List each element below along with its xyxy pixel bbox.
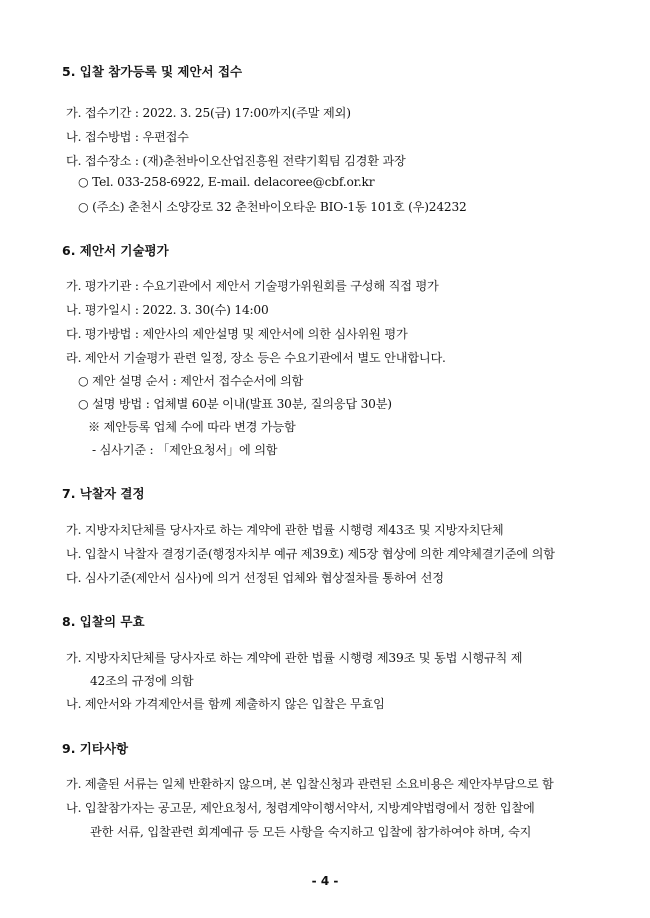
section-5-line-5: ○ (주소) 춘천시 소양강로 32 춘천바이오타운 BIO-1동 101호 (우)24232 bbox=[78, 200, 467, 214]
section-5-line-1: 가. 접수기간 : 2022. 3. 25(금) 17:00까지(주말 제외) bbox=[66, 106, 351, 120]
section-6-line-8: - 심사기준 : 「제안요청서」에 의함 bbox=[92, 443, 278, 457]
section-6-line-4: 라. 제안서 기술평가 관련 일정, 장소 등은 수요기관에서 별도 안내합니다. bbox=[66, 351, 446, 365]
section-heading-6: 6. 제안서 기술평가 bbox=[62, 243, 169, 258]
section-6-line-3: 다. 평가방법 : 제안사의 제안설명 및 제안서에 의한 심사위원 평가 bbox=[66, 327, 408, 341]
section-6-line-5: ○ 제안 설명 순서 : 제안서 접수순서에 의함 bbox=[78, 374, 304, 388]
section-7-line-3: 다. 심사기준(제안서 심사)에 의거 선정된 업체와 협상절차를 통하여 선정 bbox=[66, 571, 444, 585]
section-heading-7: 7. 낙찰자 결정 bbox=[62, 486, 145, 501]
section-7-line-2: 나. 입찰시 낙찰자 결정기준(행정자치부 예규 제39호) 제5장 협상에 의한 계약체결기준에 의함 bbox=[66, 547, 555, 561]
section-5-line-4: ○ Tel. 033-258-6922, E-mail. delacoree@cbf.or.kr bbox=[78, 175, 375, 189]
page-number: - 4 - bbox=[311, 874, 339, 888]
section-7-line-1: 가. 지방자치단체를 당사자로 하는 계약에 관한 법률 시행령 제43조 및 지방자치단체 bbox=[66, 523, 504, 537]
section-6-line-2: 나. 평가일시 : 2022. 3. 30(수) 14:00 bbox=[66, 303, 269, 317]
section-5-line-3: 다. 접수장소 : (재)춘천바이오산업진흥원 전략기획팀 김경환 과장 bbox=[66, 154, 406, 168]
section-heading-9: 9. 기타사항 bbox=[62, 741, 129, 756]
section-9-line-3: 관한 서류, 입찰관련 회계예규 등 모든 사항을 숙지하고 입찰에 참가하여야 하며, 숙지 bbox=[90, 825, 532, 839]
section-6-line-1: 가. 평가기관 : 수요기관에서 제안서 기술평가위원회를 구성해 직접 평가 bbox=[66, 279, 439, 293]
section-heading-8: 8. 입찰의 무효 bbox=[62, 614, 145, 629]
section-heading-5: 5. 입찰 참가등록 및 제안서 접수 bbox=[62, 64, 243, 79]
section-6-line-6: ○ 설명 방법 : 업체별 60분 이내(발표 30분, 질의응답 30분) bbox=[78, 397, 392, 411]
section-8-line-1: 가. 지방자치단체를 당사자로 하는 계약에 관한 법률 시행령 제39조 및 동법 시행규칙 제 bbox=[66, 651, 523, 665]
section-8-line-2: 42조의 규정에 의함 bbox=[90, 674, 194, 688]
section-5-line-2: 나. 접수방법 : 우편접수 bbox=[66, 130, 189, 144]
section-8-line-3: 나. 제안서와 가격제안서를 함께 제출하지 않은 입찰은 무효임 bbox=[66, 697, 385, 711]
section-6-line-7: ※ 제안등록 업체 수에 따라 변경 가능함 bbox=[88, 420, 296, 434]
section-9-line-2: 나. 입찰참가자는 공고문, 제안요청서, 청렴계약이행서약서, 지방계약법령에서 정한 입찰에 bbox=[66, 801, 535, 815]
section-9-line-1: 가. 제출된 서류는 일체 반환하지 않으며, 본 입찰신청과 관련된 소요비용은 제안자부담으로 함 bbox=[66, 777, 554, 791]
